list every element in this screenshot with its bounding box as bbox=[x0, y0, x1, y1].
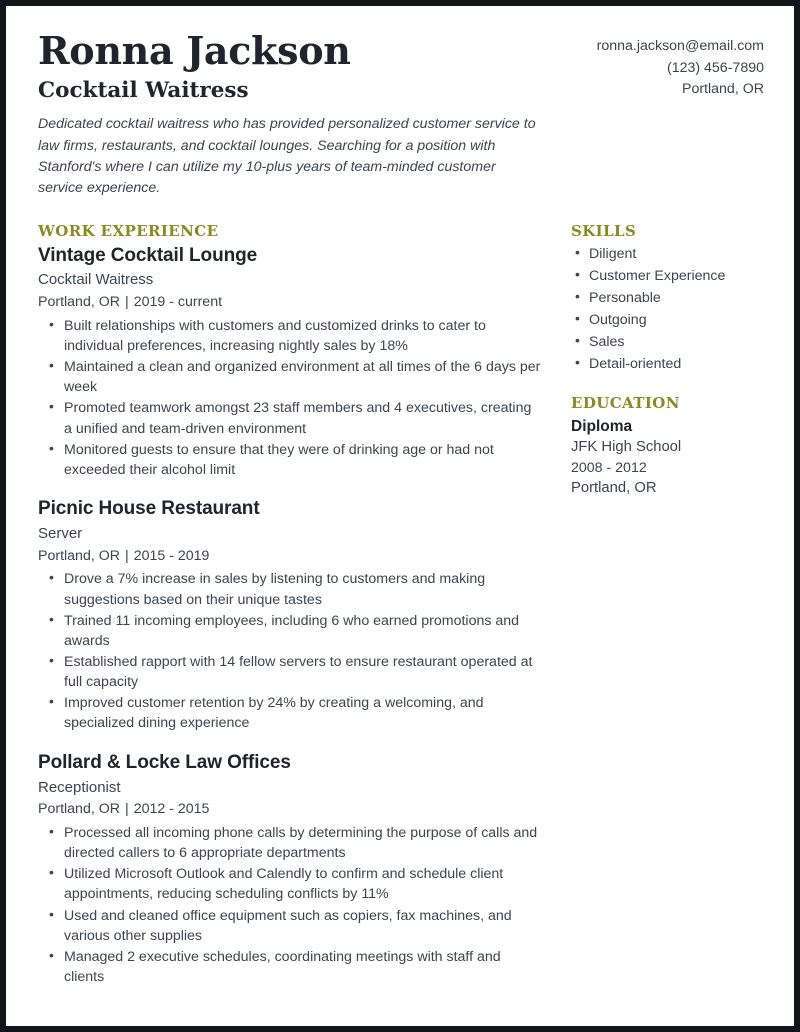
job-bullet: • Built relationships with customers and customized drinks to cater to individual preferences, increasing nightly sales by 18% bbox=[38, 316, 543, 356]
job-location: Portland, OR bbox=[38, 294, 121, 311]
job-bullet: • Established rapport with 14 fellow servers to ensure restaurant operated at full capacity bbox=[38, 652, 543, 692]
section-heading-education: EDUCATION bbox=[571, 393, 680, 412]
job-bullet-list bbox=[38, 823, 543, 987]
job-company: Picnic House Restaurant bbox=[38, 498, 260, 520]
job-role: Cocktail Waitress bbox=[38, 271, 154, 289]
contact-phone[interactable]: (123) 456-7890 bbox=[666, 59, 764, 76]
job-bullet: • Utilized Microsoft Outlook and Calendly to confirm and schedule client appointments, reducing scheduling conflicts by 11% bbox=[38, 864, 543, 904]
professional-summary: Dedicated cocktail waitress who has provided personalized customer service to law firms, restaurants, and cocktail lounges. Searching for a position with Stanford's where I can utilize my 10-plus years of team-minded customer service experience. bbox=[38, 116, 536, 197]
education-dates: 2008 - 2012 bbox=[571, 460, 647, 477]
job-role: Receptionist bbox=[38, 778, 121, 796]
job-role: Server bbox=[38, 525, 83, 542]
job-entry bbox=[38, 244, 543, 481]
skill-item: • Diligent bbox=[571, 244, 786, 264]
contact-email[interactable]: ronna.jackson@email.com bbox=[596, 38, 764, 54]
skill-item: • Outgoing bbox=[571, 310, 786, 330]
section-heading-skills: SKILLS bbox=[571, 221, 637, 240]
job-bullet: • Processed all incoming phone calls by determining the purpose of calls and directed callers to 6 appropriate departments bbox=[38, 823, 543, 863]
contact-location: Portland, OR bbox=[681, 81, 764, 98]
skill-item: • Detail-oriented bbox=[571, 354, 786, 374]
job-meta-separator: | bbox=[125, 801, 129, 818]
skill-item: • Sales bbox=[571, 332, 786, 352]
job-meta-separator: | bbox=[125, 547, 129, 564]
section-heading-work-experience: WORK EXPERIENCE bbox=[38, 221, 219, 240]
job-dates: 2015 - 2019 bbox=[133, 547, 210, 564]
sidebar-column bbox=[571, 222, 786, 520]
education-section bbox=[571, 394, 786, 500]
job-bullet: • Promoted teamwork amongst 23 staff members and 4 executives, creating a unified and team-driven environment bbox=[38, 398, 543, 438]
job-company: Pollard & Locke Law Offices bbox=[38, 751, 291, 773]
job-location: Portland, OR bbox=[38, 547, 121, 564]
job-bullet: • Improved customer retention by 24% by creating a welcoming, and specialized dining experience bbox=[38, 693, 543, 733]
skill-item: • Customer Experience bbox=[571, 266, 786, 286]
job-company: Vintage Cocktail Lounge bbox=[38, 244, 258, 266]
job-bullet: • Drove a 7% increase in sales by listening to customers and making suggestions based on their unique tastes bbox=[38, 569, 543, 609]
job-meta bbox=[38, 799, 543, 820]
job-dates: 2012 - 2015 bbox=[133, 801, 210, 818]
resume-body bbox=[38, 222, 764, 989]
resume-header bbox=[38, 30, 764, 200]
education-degree: Diploma bbox=[571, 417, 633, 435]
job-bullet: • Managed 2 executive schedules, coordinating meetings with staff and clients bbox=[38, 947, 543, 987]
job-dates: 2019 - current bbox=[133, 294, 223, 311]
education-location: Portland, OR bbox=[571, 480, 657, 497]
education-school: JFK High School bbox=[571, 439, 682, 456]
job-meta bbox=[38, 292, 543, 313]
skills-section bbox=[571, 222, 786, 374]
job-bullet: • Maintained a clean and organized environment at all times of the 6 days per week bbox=[38, 357, 543, 397]
job-bullet: • Used and cleaned office equipment such as copiers, fax machines, and various other supplies bbox=[38, 906, 543, 946]
contact-info bbox=[597, 30, 764, 101]
skill-item: • Personable bbox=[571, 288, 786, 308]
job-meta bbox=[38, 546, 543, 567]
job-bullet: • Trained 11 incoming employees, including 6 who earned promotions and awards bbox=[38, 611, 543, 651]
main-column bbox=[38, 222, 543, 989]
job-bullet: • Monitored guests to ensure that they were of drinking age or had not exceeded their alcohol limit bbox=[38, 440, 543, 480]
candidate-job-title: Cocktail Waitress bbox=[38, 77, 249, 103]
resume-sheet bbox=[6, 6, 794, 1026]
job-entry bbox=[38, 497, 543, 734]
job-bullet-list bbox=[38, 316, 543, 480]
candidate-name: Ronna Jackson bbox=[38, 28, 351, 73]
job-location: Portland, OR bbox=[38, 801, 121, 818]
job-meta-separator: | bbox=[125, 294, 129, 311]
job-entry bbox=[38, 751, 543, 988]
skills-list bbox=[571, 244, 786, 374]
job-bullet-list bbox=[38, 569, 543, 733]
header-identity bbox=[38, 30, 543, 200]
